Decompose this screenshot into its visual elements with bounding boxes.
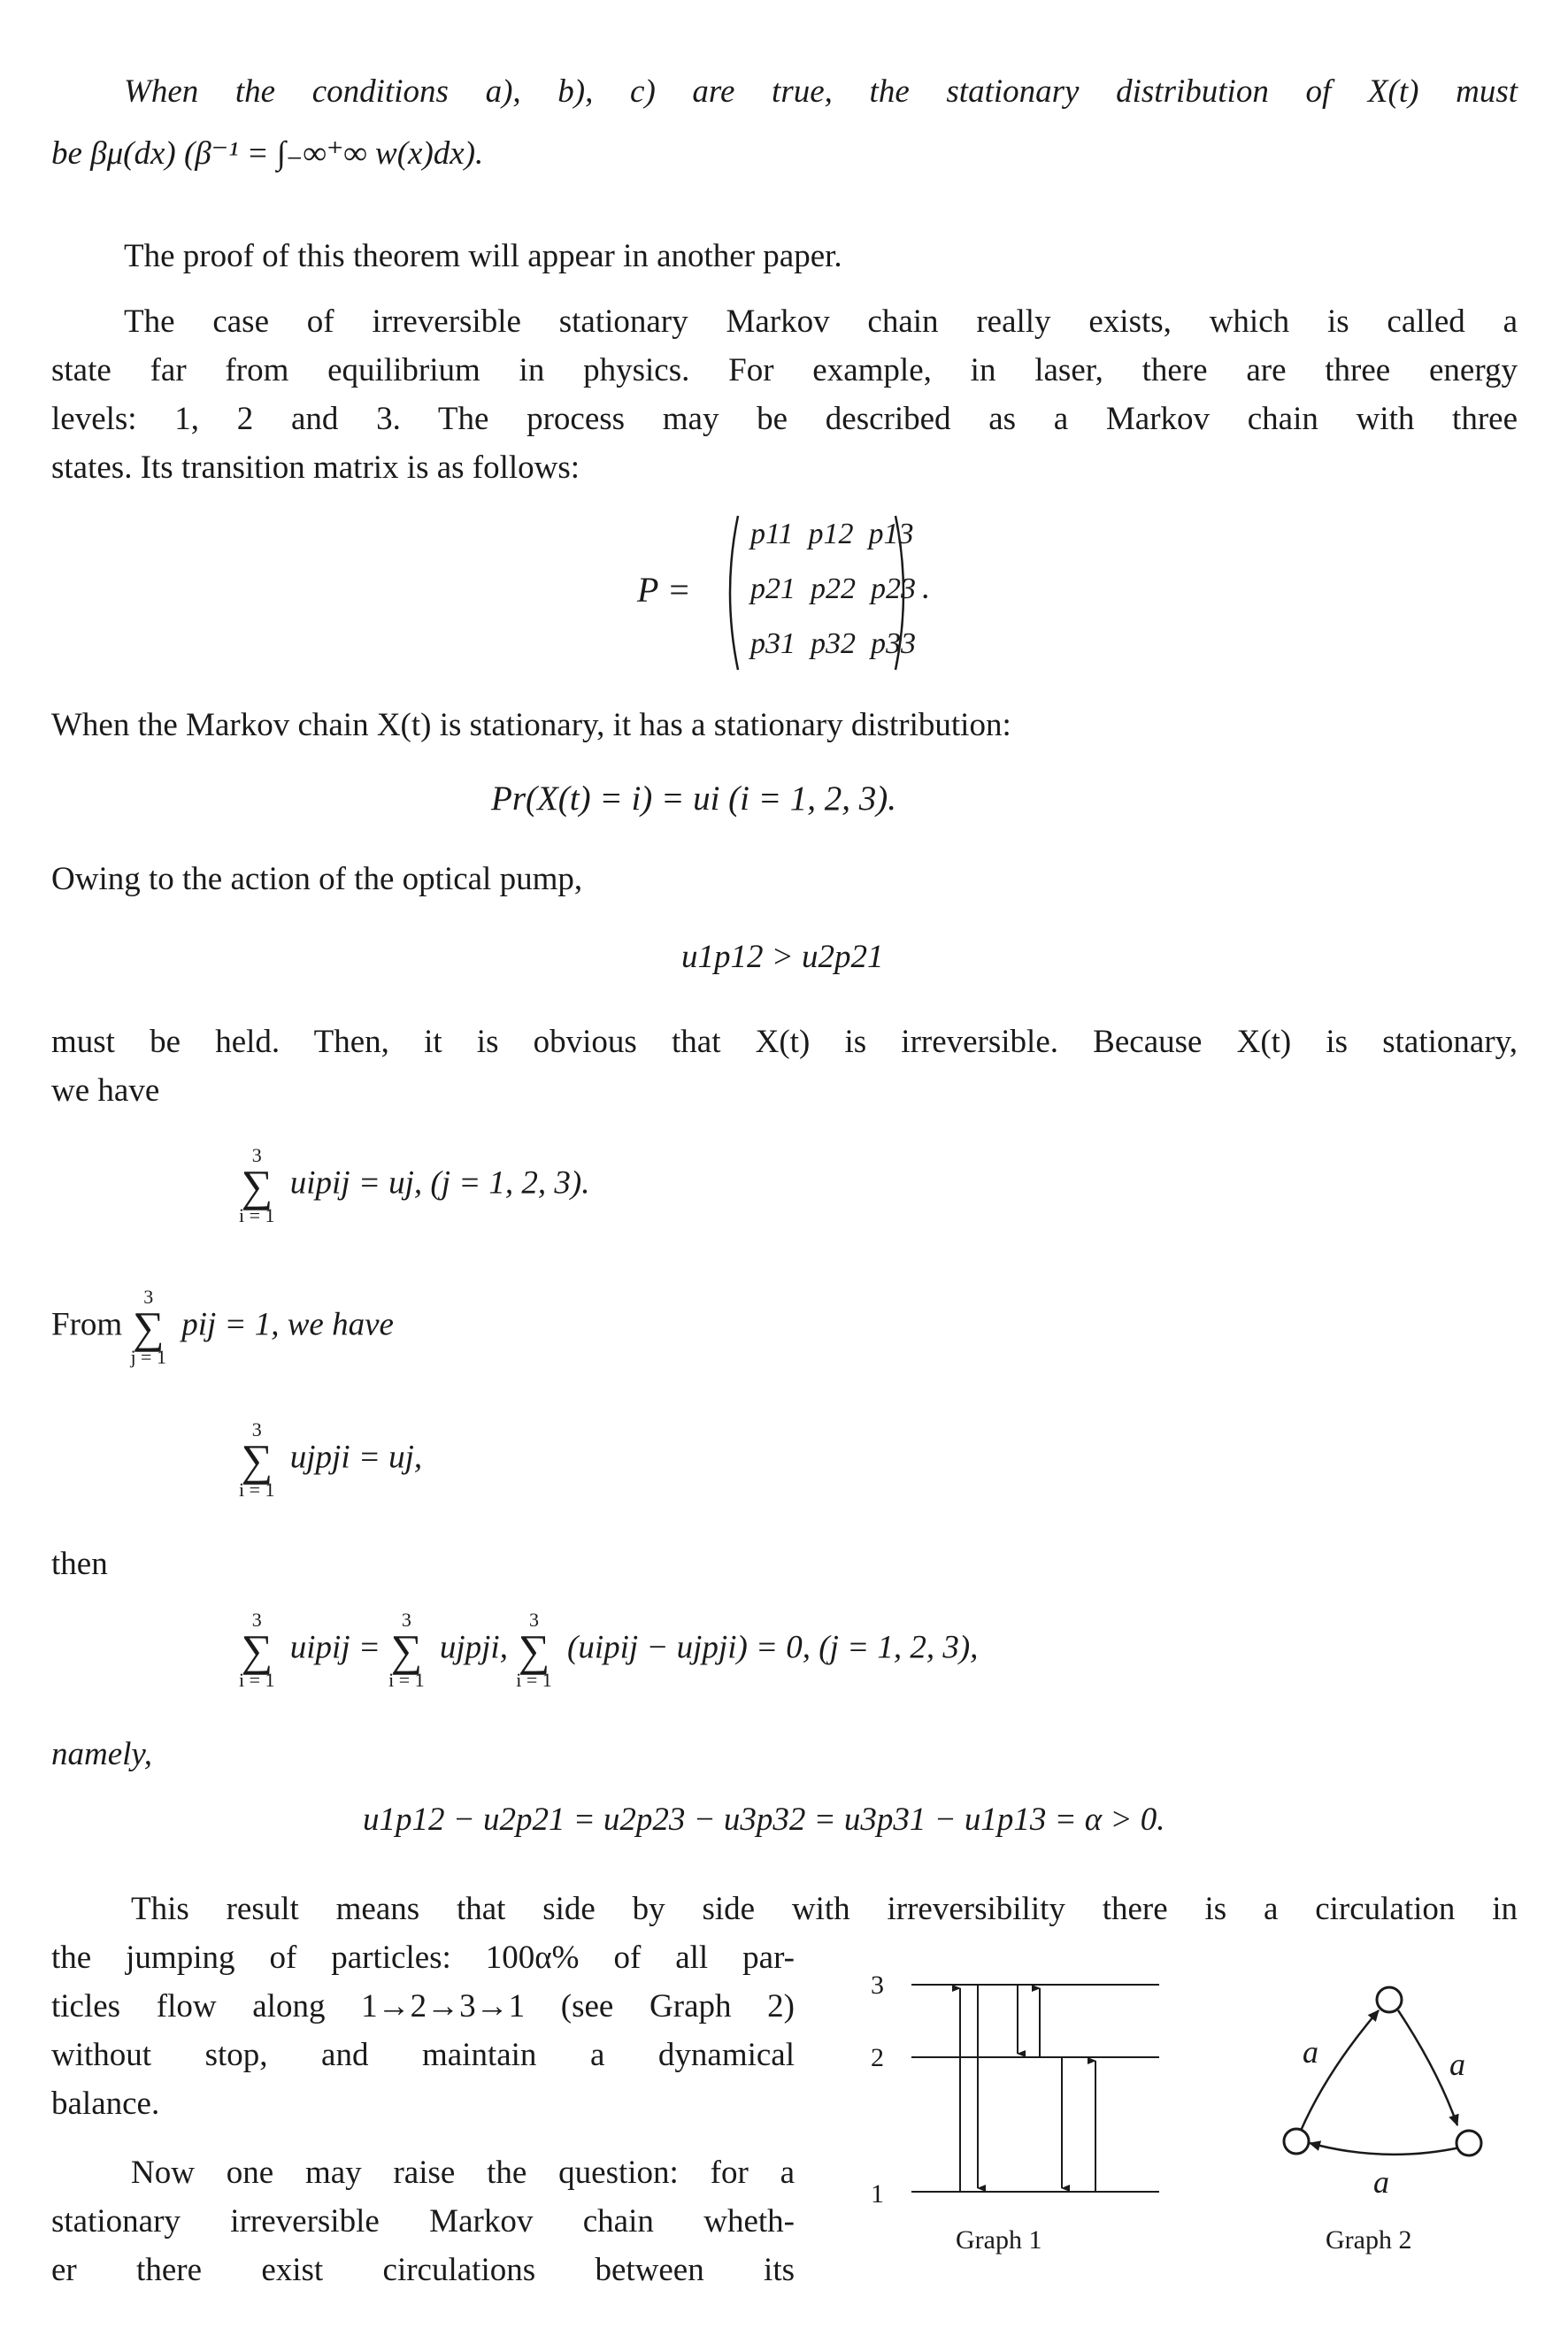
question-para-line-3: er there exist circulations between its — [51, 2252, 795, 2288]
theorem-line-1: When the conditions a), b), c) are true, the stationary distribution of X(t) must — [124, 73, 1518, 110]
balance-equation-3: 3 ∑ i = 1 uipij = 3 ∑ i = 1 ujpji, 3 ∑ i = 1 (uipij − ujpji) = 0, (j = 1, 2, 3), — [239, 1609, 979, 1691]
matrix-row-2: p21 p22 p23 — [750, 572, 916, 605]
level-3-label: 3 — [871, 1971, 884, 2000]
sum-symbol: 3 ∑ i = 1 — [239, 1418, 275, 1501]
question-para-line-1: Now one may raise the question: for a — [131, 2155, 795, 2191]
stationary-sentence: When the Markov chain X(t) is stationary, it has a stationary distribution: — [51, 707, 1011, 743]
matrix-row-3: p31 p32 p33 — [750, 627, 916, 660]
graph-2-circulation — [1248, 1973, 1513, 2283]
level-2-label: 2 — [871, 2043, 884, 2072]
matrix-lhs: P = — [637, 570, 691, 610]
sum-symbol: 3 ∑ j = 1 — [130, 1286, 166, 1368]
sum-symbol: 3 ∑ i = 1 — [388, 1609, 425, 1691]
sum-symbol: 3 ∑ i = 1 — [516, 1609, 552, 1691]
matrix-row-1: p11 p12 p13 — [750, 518, 914, 550]
graph-1-energy-levels — [858, 1960, 1186, 2278]
sum-symbol: 3 ∑ i = 1 — [239, 1609, 275, 1691]
balance-equation-1: 3 ∑ i = 1 uipij = uj, (j = 1, 2, 3). — [239, 1144, 590, 1226]
circulation-para-line-3: ticles flow along 1→2→3→1 (see Graph 2) — [51, 1988, 795, 2024]
proof-note: The proof of this theorem will appear in another paper. — [124, 238, 842, 274]
level-1-label: 1 — [871, 2179, 884, 2209]
question-para-line-2: stationary irreversible Markov chain wheth- — [51, 2203, 795, 2240]
irreversible-line-1: must be held. Then, it is obvious that X(t) is irreversible. Because X(t) is stationary, — [51, 1024, 1518, 1060]
edge-label-right: a — [1449, 2047, 1465, 2082]
circulation-para-line-1: This result means that side by side with irreversibility there is a circulation in — [131, 1891, 1518, 1927]
pump-inequality: u1p12 > u2p21 — [681, 939, 884, 975]
transition-matrix — [637, 509, 965, 677]
then-text: then — [51, 1546, 108, 1582]
from-line: From 3 ∑ j = 1 pij = 1, we have — [51, 1286, 394, 1368]
circulation-para-line-2: the jumping of particles: 100α% of all par- — [51, 1940, 795, 1976]
energy-level-diagram — [858, 1960, 1186, 2225]
circulation-triangle — [1248, 1973, 1513, 2168]
matrix-period: . — [922, 570, 931, 606]
laser-para-line-1: The case of irreversible stationary Markov chain really exists, which is called a — [124, 303, 1518, 340]
pump-sentence: Owing to the action of the optical pump, — [51, 861, 583, 897]
edge-label-bottom: a — [1373, 2164, 1389, 2200]
stationary-distribution-eq: Pr(X(t) = i) = ui (i = 1, 2, 3). — [491, 780, 897, 818]
circulation-para-line-4: without stop, and maintain a dynamical — [51, 2037, 795, 2073]
graph-2-caption: Graph 2 — [1326, 2225, 1412, 2255]
sum-symbol: 3 ∑ i = 1 — [239, 1144, 275, 1226]
edge-label-left: a — [1303, 2034, 1318, 2070]
namely-text: namely, — [51, 1736, 153, 1772]
circulation-equation: u1p12 − u2p21 = u2p23 − u3p32 = u3p31 − u1p13 = α > 0. — [363, 1802, 1165, 1838]
laser-para-line-4: states. Its transition matrix is as follows: — [51, 449, 580, 486]
circulation-para-line-5: balance. — [51, 2086, 160, 2122]
irreversible-line-2: we have — [51, 1072, 160, 1109]
graph-1-caption: Graph 1 — [956, 2225, 1042, 2255]
laser-para-line-2: state far from equilibrium in physics. For example, in laser, there are three energy — [51, 352, 1518, 388]
theorem-line-2: be βμ(dx) (β⁻¹ = ∫₋∞⁺∞ w(x)dx). — [51, 135, 484, 172]
balance-equation-2: 3 ∑ i = 1 ujpji = uj, — [239, 1418, 423, 1501]
laser-para-line-3: levels: 1, 2 and 3. The process may be described as a Markov chain with three — [51, 401, 1518, 437]
